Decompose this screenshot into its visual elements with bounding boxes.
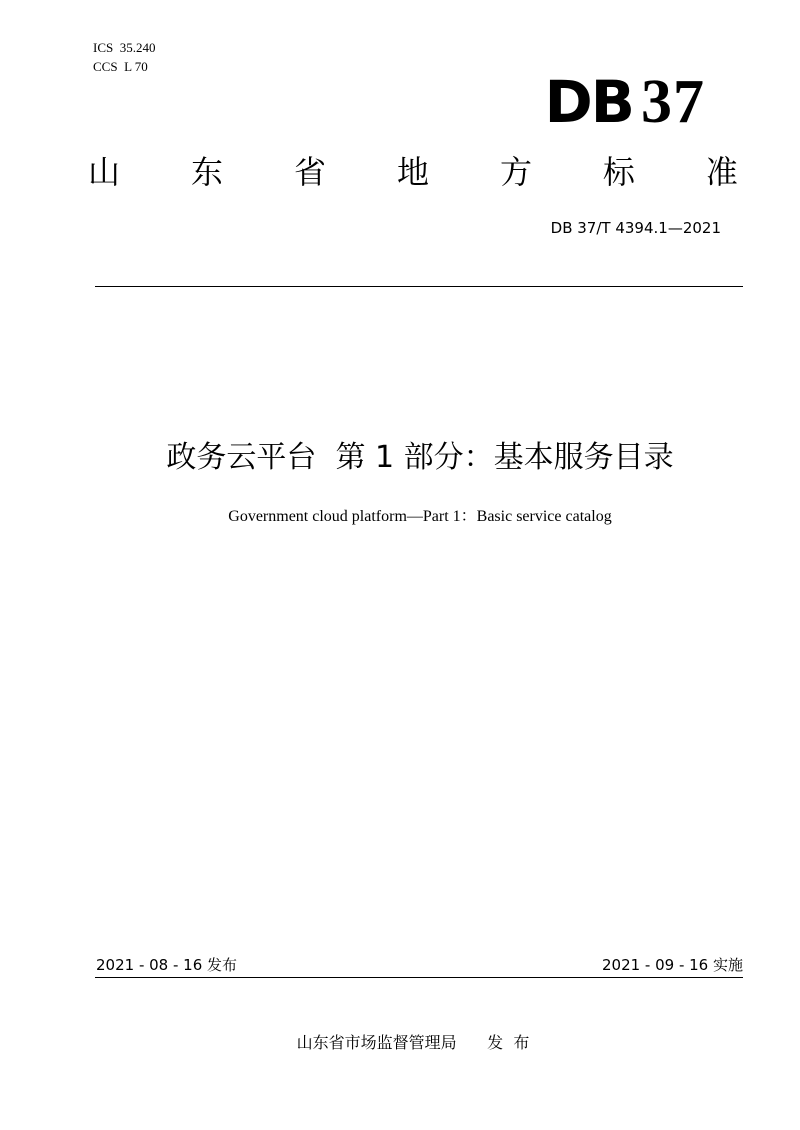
db37-logo	[545, 70, 705, 134]
publish-date: 2021 - 08 - 16 发布	[96, 956, 238, 974]
document-title-chinese: 政务云平台 第 1 部分：基本服务目录	[166, 440, 674, 475]
db-logo-letters: DB	[544, 68, 633, 136]
title-char: 标	[602, 153, 635, 191]
standard-number: DB 37/T 4394.1—2021	[550, 219, 721, 237]
bottom-divider	[95, 977, 743, 978]
issuing-authority: 山东省市场监督管理局 发 布	[296, 1033, 530, 1052]
title-char: 东	[190, 153, 223, 191]
top-divider	[95, 286, 743, 287]
title-char: 准	[705, 153, 738, 191]
title-char: 地	[396, 153, 429, 191]
title-char: 方	[499, 153, 532, 191]
standard-category-title	[88, 152, 738, 192]
title-char: 山	[88, 153, 121, 191]
db-logo-number: 37	[641, 68, 705, 136]
ccs-code: CCS L 70	[93, 59, 148, 74]
document-title-english: Government cloud platform—Part 1：Basic service catalog	[228, 508, 612, 525]
ics-code: ICS 35.240	[93, 40, 156, 55]
title-char: 省	[293, 153, 326, 191]
implementation-date: 2021 - 09 - 16 实施	[601, 956, 743, 974]
